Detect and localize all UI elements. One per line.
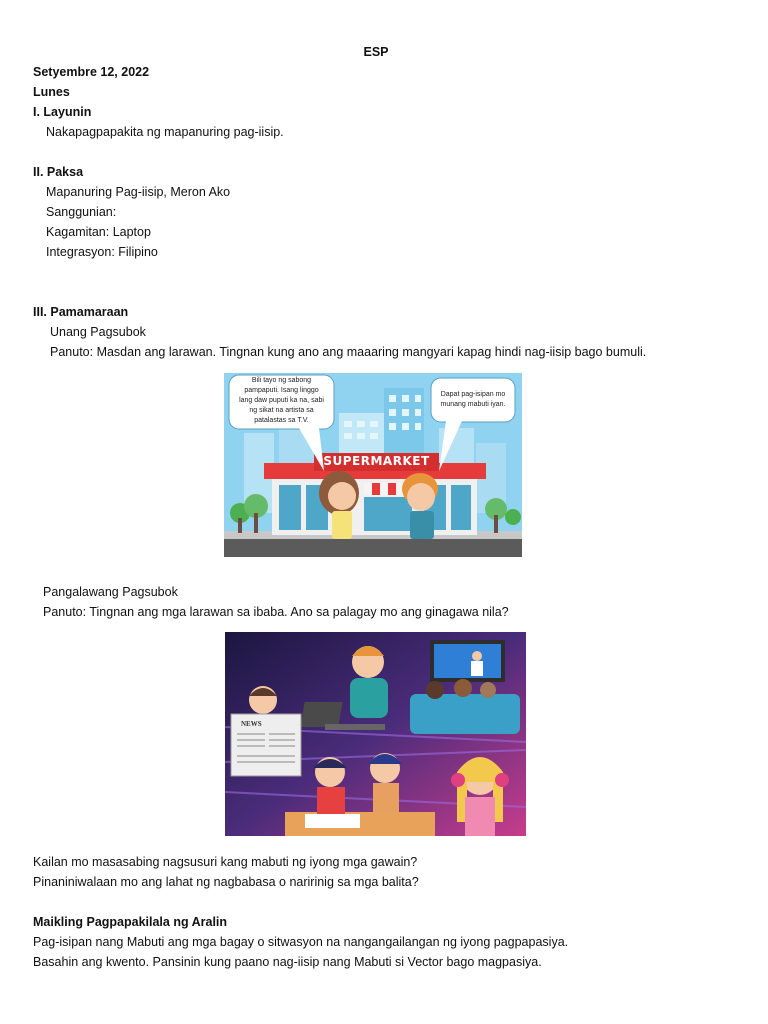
question-1: Kailan mo masasabing nagsusuri kang mabuti ng iyong mga gawain? xyxy=(33,855,418,869)
second-test-heading: Pangalawang Pagsubok xyxy=(43,585,178,599)
intro-heading: Maikling Pagpapakilala ng Aralin xyxy=(33,915,228,929)
materials-text: Kagamitan: Laptop xyxy=(46,225,151,239)
bubble-left-line-5: patalastas sa T.V. xyxy=(254,417,309,424)
supermarket-illustration xyxy=(224,373,522,557)
news-activity-illustration xyxy=(225,632,526,836)
speech-bubble-right xyxy=(432,390,514,410)
newspaper-label: NEWS xyxy=(241,720,262,728)
bubble-left-line-1: Bili tayo ng sabong xyxy=(251,377,312,384)
store-sign: SUPERMARKET xyxy=(323,454,430,468)
day: Lunes xyxy=(33,85,70,99)
topic-text: Mapanuring Pag-iisip, Meron Ako xyxy=(46,185,231,199)
section-1-heading: I. Layunin xyxy=(33,105,92,119)
section-2-heading: II. Paksa xyxy=(33,165,84,179)
section-3-heading: III. Pamamaraan xyxy=(33,305,129,319)
bubble-right-line-1: Dapat pag-isipan mo xyxy=(440,391,506,398)
first-test-instruction: Panuto: Masdan ang larawan. Tingnan kung ano ang maaaring mangyari kapag hindi nag-iisip bago bumuli. xyxy=(50,345,647,359)
bubble-right-line-2: munang mabuti iyan. xyxy=(440,401,506,408)
speech-bubble-left xyxy=(230,376,333,426)
bubble-left-line-2: pampaputi. Isang linggo xyxy=(244,387,319,394)
reference-text: Sanggunian: xyxy=(46,205,117,219)
question-2: Pinaniniwalaan mo ang lahat ng nagbabasa o naririnig sa mga balita? xyxy=(33,875,419,889)
integration-text: Integrasyon: Filipino xyxy=(46,245,158,259)
bubble-left-line-4: ng sikat na artista sa xyxy=(249,407,314,414)
date: Setyembre 12, 2022 xyxy=(33,65,150,79)
objective-text: Nakapagpapakita ng mapanuring pag-iisip. xyxy=(46,125,284,139)
document-title: ESP xyxy=(363,45,389,59)
intro-line-1: Pag-isipan nang Mabuti ang mga bagay o sitwasyon na nangangailangan ng iyong pagpapasiya. xyxy=(33,935,569,949)
second-test-instruction: Panuto: Tingnan ang mga larawan sa ibaba. Ano sa palagay mo ang ginagawa nila? xyxy=(43,605,509,619)
bubble-left-line-3: lang daw puputi ka na, sabi xyxy=(239,397,324,404)
intro-line-2: Basahin ang kwento. Pansinin kung paano nag-iisip nang Mabuti si Vector bago magpasiya. xyxy=(33,955,542,969)
first-test-heading: Unang Pagsubok xyxy=(50,325,146,339)
